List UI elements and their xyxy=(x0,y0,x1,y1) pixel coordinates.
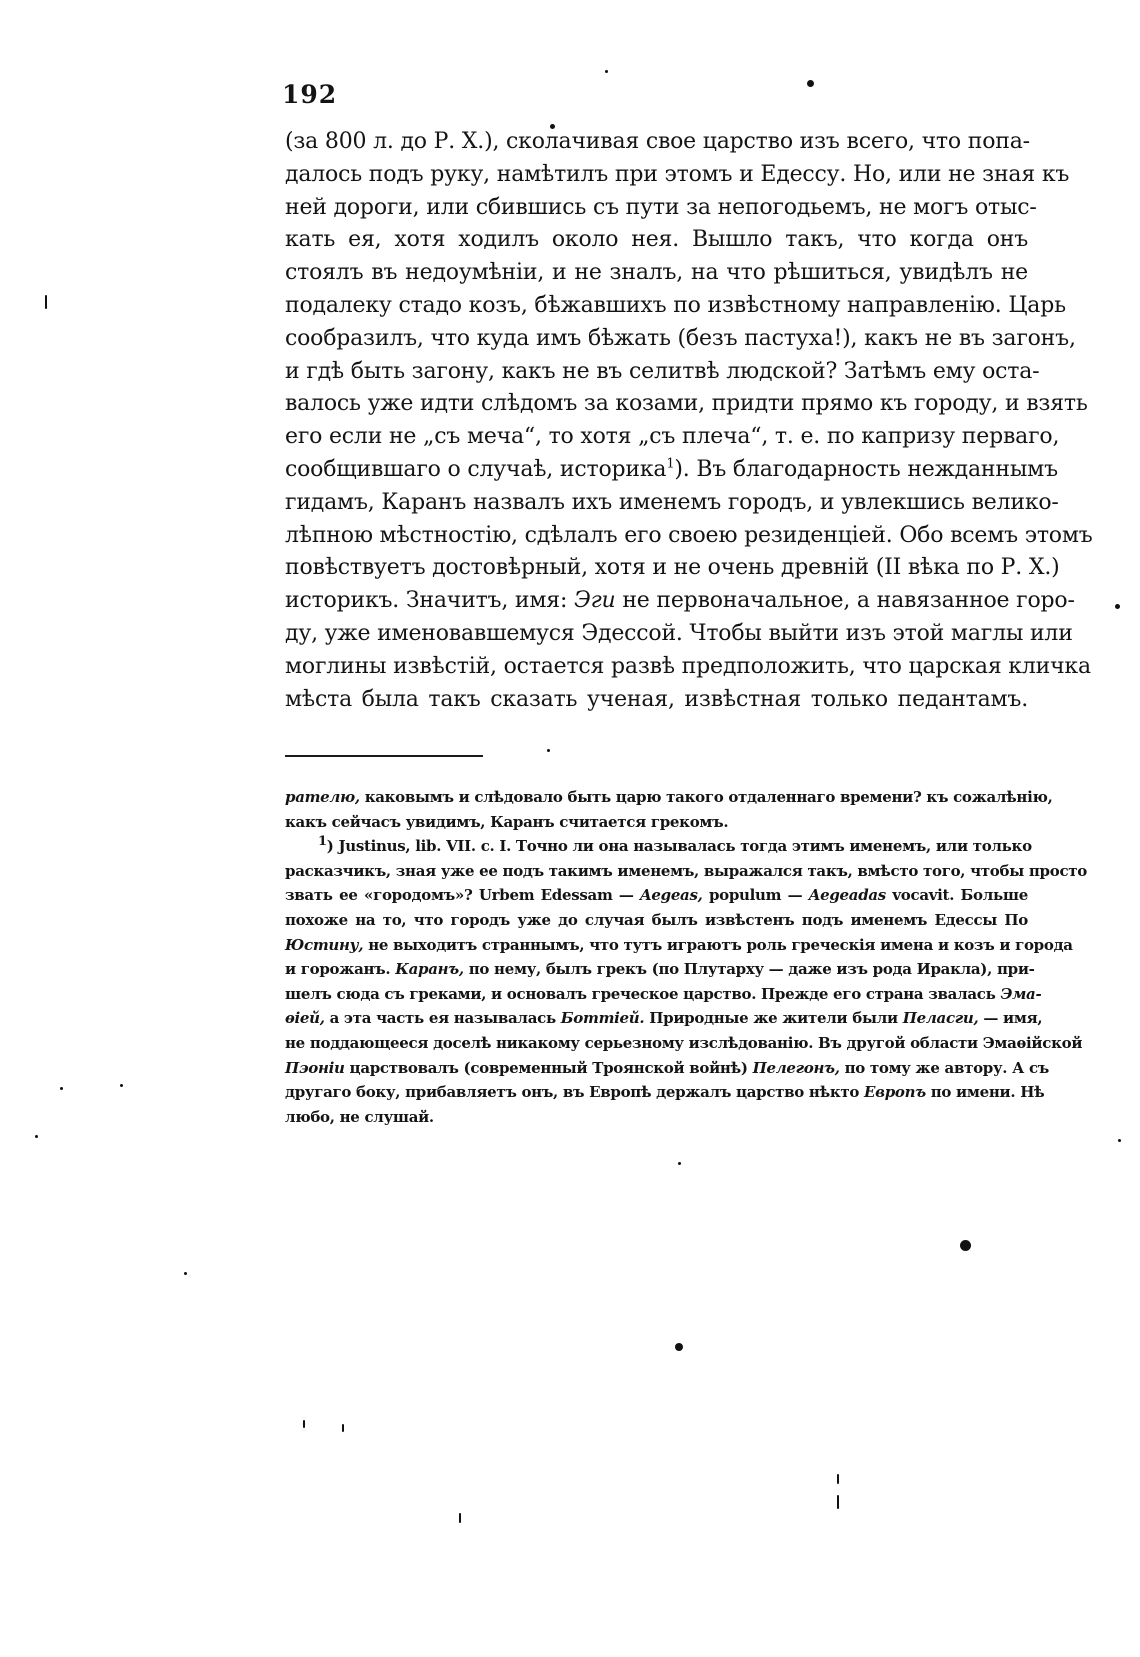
note-line xyxy=(285,933,1073,958)
scan-speck xyxy=(1118,1139,1121,1142)
scan-speck xyxy=(960,1240,971,1251)
text-fragment: — имя, xyxy=(983,1009,1043,1028)
text-fragment: ) Justinus, lib. VII. c. I. Точно ли она называлась тогда этимъ именемъ, или только xyxy=(326,837,1032,856)
text-line: повѣствуетъ достовѣрный, хотя и не очень древній (II вѣка по Р. X.) xyxy=(285,555,1060,581)
text-line: и гдѣ быть загону, какъ не въ селитвѣ людской? Затѣмъ ему оста- xyxy=(285,358,1040,384)
scan-speck xyxy=(678,1162,681,1165)
scan-speck xyxy=(459,1513,461,1523)
text-line: стоялъ въ недоумѣніи, и не зналъ, на что рѣшиться, увидѣлъ не xyxy=(285,260,1028,286)
text-line: гидамъ, Каранъ назвалъ ихъ именемъ городъ, и увлекшись велико- xyxy=(285,489,1059,515)
note-line: какъ сейчасъ увидимъ, Каранъ считается грекомъ. xyxy=(285,812,729,831)
text-fragment: и горожанъ. xyxy=(285,960,391,979)
note-line xyxy=(285,957,1035,982)
scan-speck xyxy=(550,124,555,129)
footnote-ref: 1 xyxy=(666,456,675,472)
scan-speck xyxy=(547,749,550,752)
text-line: моглины извѣстій, остается развѣ предположить, что царская кличка xyxy=(285,653,1091,679)
text-fragment: по тому же автору. А съ xyxy=(844,1058,1049,1077)
italic-term: Пеласги, xyxy=(902,1009,979,1028)
text-line: ней дороги, или сбившись съ пути за непогодьемъ, не могъ отыс- xyxy=(285,194,1037,220)
note-line xyxy=(285,1056,1049,1081)
text-fragment: другаго боку, прибавляетъ онъ, въ Европѣ держалъ царство нѣкто xyxy=(285,1083,860,1102)
scan-speck xyxy=(45,295,47,309)
scan-speck xyxy=(1115,604,1120,609)
italic-term: Юстину, xyxy=(285,935,364,954)
scan-speck xyxy=(342,1424,344,1432)
text-fragment: историкъ. Значитъ, имя: xyxy=(285,588,568,614)
text-fragment: populum — xyxy=(708,886,803,905)
text-line: мѣста была такъ сказать ученая, извѣстная только педантамъ. xyxy=(285,686,1028,712)
text-fragment: не первоначальное, а навязанное горо- xyxy=(622,588,1075,614)
italic-term: Пелегонъ, xyxy=(752,1058,840,1077)
text-line: кать ея, хотя ходилъ около нея. Вышло такъ, что когда онъ xyxy=(285,227,1028,253)
note-line: любо, не слушай. xyxy=(285,1107,434,1126)
note-line xyxy=(285,1080,1045,1105)
scan-speck xyxy=(60,1087,63,1090)
text-fragment: Природные же жители были xyxy=(649,1009,898,1028)
note-line xyxy=(285,883,1028,908)
italic-term: Пэоніи xyxy=(285,1058,345,1077)
note-line: похоже на то, что городъ уже до случая былъ извѣстенъ подъ именемъ Едессы По xyxy=(285,910,1028,929)
footnote-marker: 1 xyxy=(318,834,327,850)
text-line: (за 800 л. до Р. X.), сколачивая свое царство изъ всего, что попа- xyxy=(285,129,1030,154)
page-number: 192 xyxy=(282,80,338,109)
scan-speck xyxy=(303,1420,305,1428)
text-fragment: царствовалъ (современный Троянской войнѣ) xyxy=(349,1058,748,1077)
text-fragment: по нему, былъ грекъ (по Плутарху — даже изъ рода Иракла), при- xyxy=(468,960,1035,979)
text-line: ду, уже именовавшемуся Эдессой. Чтобы выйти изъ этой маглы или xyxy=(285,620,1073,646)
text-line: валось уже идти слѣдомъ за козами, придти прямо къ городу, и взять xyxy=(285,391,1088,417)
text-line: подалеку стадо козъ, бѣжавшихъ по извѣстному направленію. Царь xyxy=(285,292,1066,318)
italic-term: Каранъ, xyxy=(395,960,464,979)
italic-term: рателю, xyxy=(285,788,360,806)
italic-term: ѳіей, xyxy=(285,1009,325,1028)
italic-term: Боттіей. xyxy=(560,1009,645,1028)
italic-term: Эги xyxy=(574,588,616,614)
footnotes xyxy=(285,785,1087,1129)
scan-speck xyxy=(35,1135,38,1138)
italic-term: Aegeadas xyxy=(808,886,886,905)
scan-speck xyxy=(120,1084,123,1087)
scan-speck xyxy=(837,1474,839,1484)
text-fragment: каковымъ и слѣдовало быть царю такого отдаленнаго времени? къ сожалѣнію, xyxy=(364,788,1053,806)
note-line xyxy=(285,785,1053,810)
main-text xyxy=(285,126,1093,716)
note-line xyxy=(285,1006,1043,1031)
note-line: расказчикъ, зная уже ее подъ такимъ именемъ, выражался такъ, вмѣсто того, чтобы просто xyxy=(285,861,1087,880)
italic-term: Aegeas, xyxy=(640,886,703,905)
text-line: далось подъ руку, намѣтилъ при этомъ и Едессу. Но, или не зная къ xyxy=(285,161,1070,187)
text-fragment: по имени. Нѣ xyxy=(930,1083,1045,1102)
text-fragment: не выходитъ страннымъ, что тутъ играютъ роль греческія имена и козъ и города xyxy=(368,935,1073,954)
text-fragment: сообщившаго о случаѣ, историка xyxy=(285,456,667,482)
note-line xyxy=(285,834,1032,859)
footnote-rule xyxy=(285,755,483,757)
note-line xyxy=(285,982,1042,1007)
italic-term: Эма- xyxy=(1000,984,1042,1003)
text-line: лѣпною мѣстностію, сдѣлалъ его своею резиденціей. Обо всемъ этомъ xyxy=(285,522,1093,548)
italic-term: Европъ xyxy=(864,1083,926,1102)
text-fragment: а эта часть ея называлась xyxy=(329,1009,556,1028)
text-line xyxy=(285,585,1075,618)
text-fragment: ). Въ благодарность нежданнымъ xyxy=(674,456,1058,482)
text-fragment: шелъ сюда съ греками, и основалъ греческое царство. Прежде его страна звалась xyxy=(285,984,996,1003)
scan-speck xyxy=(675,1343,683,1351)
note-line: не поддающееся доселѣ никакому серьезному изслѣдованію. Въ другой области Эмаѳійской xyxy=(285,1033,1083,1052)
text-line: сообразилъ, что куда имъ бѣжать (безъ пастуха!), какъ не въ загонъ, xyxy=(285,325,1076,351)
scan-speck xyxy=(184,1272,187,1275)
scan-speck xyxy=(837,1495,839,1509)
text-fragment: звать ее «городомъ»? Urbem Edessam — xyxy=(285,886,634,905)
scan-speck xyxy=(807,80,814,87)
scan-speck xyxy=(605,70,608,73)
text-line: его если не „съ меча“, то хотя „съ плеча“, т. е. по капризу перваго, xyxy=(285,424,1060,450)
text-fragment: vocavit. Больше xyxy=(892,886,1028,905)
text-line xyxy=(285,454,1058,487)
